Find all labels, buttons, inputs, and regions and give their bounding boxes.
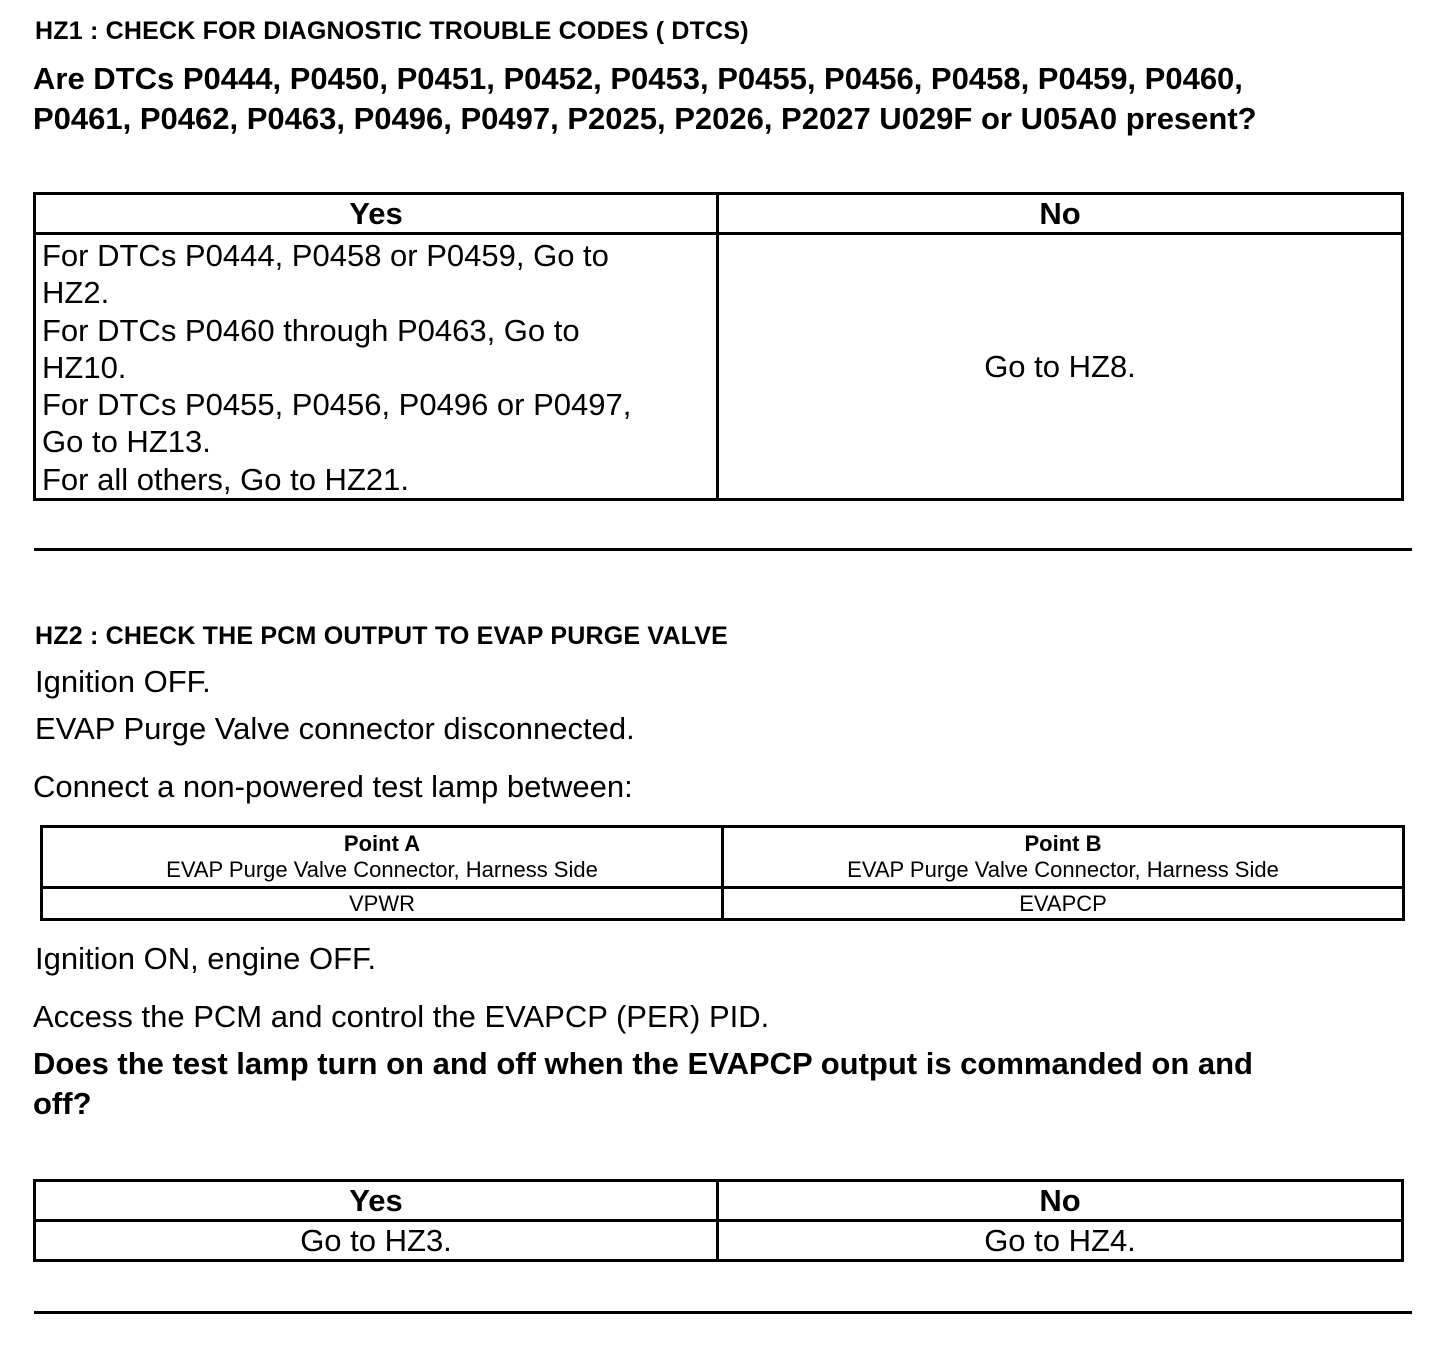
hz2-yes-header: Yes: [35, 1181, 718, 1221]
hz2-question: [33, 1044, 1433, 1124]
hz2-instruction-4: Ignition ON, engine OFF.: [35, 941, 377, 976]
hz1-question-line-2: P0461, P0462, P0463, P0496, P0497, P2025, P2026, P2027 U029F or U05A0 present?: [33, 101, 1257, 136]
hz2-no-header: No: [718, 1181, 1403, 1221]
point-b-header-cell: [723, 827, 1404, 888]
point-a-header: Point A: [343, 831, 421, 856]
hz1-yes-line: Go to HZ13.: [42, 424, 211, 460]
hz1-question: [33, 59, 1257, 139]
hz1-result-table: [33, 192, 1404, 501]
hz1-yes-line: For DTCs P0444, P0458 or P0459, Go to: [42, 238, 609, 273]
point-b-header: Point B: [1024, 831, 1102, 856]
hz1-yes-line: For DTCs P0455, P0456, P0496 or P0497,: [42, 387, 632, 423]
hz2-yes-cell: Go to HZ3.: [35, 1221, 718, 1261]
hz1-yes-header: Yes: [35, 194, 718, 234]
section-divider: [34, 1311, 1412, 1314]
hz2-result-table: [33, 1179, 1404, 1262]
hz2-no-cell: Go to HZ4.: [718, 1221, 1403, 1261]
test-points-table: [40, 825, 1405, 921]
hz1-yes-line: For DTCs P0460 through P0463, Go to: [42, 312, 580, 348]
section-divider: [34, 548, 1412, 551]
hz1-question-line-1: Are DTCs P0444, P0450, P0451, P0452, P0453, P0455, P0456, P0458, P0459, P0460,: [33, 61, 1243, 96]
hz2-instruction-3: Connect a non-powered test lamp between:: [33, 769, 633, 804]
hz2-step-title: HZ2 : CHECK THE PCM OUTPUT TO EVAP PURGE VALVE: [35, 622, 729, 650]
hz1-yes-line: For all others, Go to HZ21.: [42, 461, 409, 497]
hz1-yes-cell: [35, 234, 718, 500]
hz2-instruction-2: EVAP Purge Valve connector disconnected.: [35, 711, 635, 746]
point-b-subtitle: EVAP Purge Valve Connector, Harness Side: [847, 857, 1279, 882]
hz2-instruction-5: Access the PCM and control the EVAPCP (PER) PID.: [33, 999, 770, 1034]
hz1-no-header: No: [718, 194, 1403, 234]
hz2-question-line-2: off?: [33, 1086, 92, 1121]
point-a-subtitle: EVAP Purge Valve Connector, Harness Side: [166, 857, 598, 882]
hz1-yes-line: HZ2.: [42, 275, 110, 311]
hz1-no-cell: Go to HZ8.: [718, 234, 1403, 500]
hz2-question-line-1: Does the test lamp turn on and off when the EVAPCP output is commanded on and: [33, 1046, 1253, 1081]
point-a-header-cell: [42, 827, 723, 888]
hz1-yes-line: HZ10.: [42, 349, 127, 385]
hz2-instruction-1: Ignition OFF.: [35, 664, 211, 699]
point-a-value: VPWR: [42, 888, 723, 920]
point-b-value: EVAPCP: [723, 888, 1404, 920]
hz1-step-title: HZ1 : CHECK FOR DIAGNOSTIC TROUBLE CODES ( DTCS): [35, 17, 749, 45]
